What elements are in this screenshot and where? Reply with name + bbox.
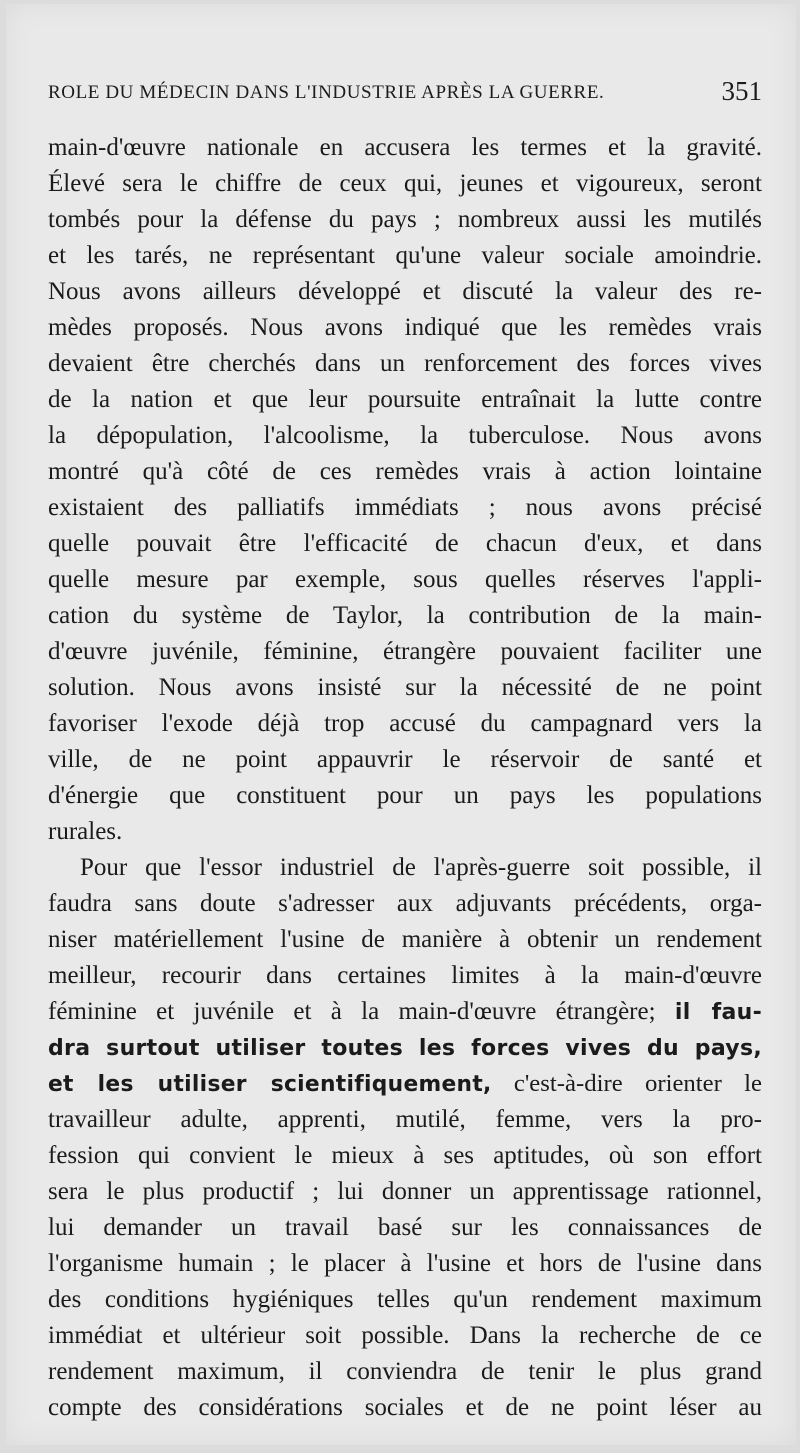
text-line: mèdes proposés. Nous avons indiqué que les remèdes vrais <box>48 314 762 341</box>
text-line: d'œuvre juvénile, féminine, étrangère pouvaient faciliter une <box>48 638 762 665</box>
text-line-paragraph-start: Pour que l'essor industriel de l'après-guerre soit possible, il <box>80 854 762 881</box>
text-line: meilleur, recourir dans certaines limites à la main-d'œuvre <box>48 962 762 989</box>
text-line: quelle pouvait être l'efficacité de chacun d'eux, et dans <box>48 530 762 557</box>
text-line: la dépopulation, l'alcoolisme, la tuberculose. Nous avons <box>48 422 762 449</box>
text-line: sera le plus productif ; lui donner un apprentissage rationnel, <box>48 1178 762 1205</box>
text-line: d'énergie que constituent pour un pays les populations <box>48 782 762 809</box>
emphasized-text: il fau- <box>674 1000 762 1025</box>
text-line: des conditions hygiéniques telles qu'un rendement maximum <box>48 1286 762 1313</box>
text-line: existaient des palliatifs immédiats ; nous avons précisé <box>48 494 762 521</box>
text-line: faudra sans doute s'adresser aux adjuvants précédents, orga- <box>48 890 762 917</box>
text-line: cation du système de Taylor, la contribution de la main- <box>48 602 762 629</box>
text-line: immédiat et ultérieur soit possible. Dans la recherche de ce <box>48 1322 762 1349</box>
emphasized-text: dra surtout utiliser toutes les forces vives du pays, <box>48 1036 762 1061</box>
text-line-paragraph-end: rurales. <box>48 818 123 845</box>
book-page <box>6 4 796 1445</box>
text-line: favoriser l'exode déjà trop accusé du campagnard vers la <box>48 710 762 737</box>
text-line: Élevé sera le chiffre de ceux qui, jeunes et vigoureux, seront <box>48 170 762 197</box>
text-line: niser matériellement l'usine de manière à obtenir un rendement <box>48 926 762 953</box>
text-line <box>48 1030 762 1066</box>
text-line: fession qui convient le mieux à ses aptitudes, où son effort <box>48 1142 762 1169</box>
text-line: ville, de ne point appauvrir le réservoir de santé et <box>48 746 762 773</box>
text-line: main-d'œuvre nationale en accusera les termes et la gravité. <box>48 134 762 161</box>
text-line: travailleur adulte, apprenti, mutilé, femme, vers la pro- <box>48 1106 762 1133</box>
text-line: lui demander un travail basé sur les connaissances de <box>48 1214 762 1241</box>
text-line: rendement maximum, il conviendra de tenir le plus grand <box>48 1358 762 1385</box>
emphasized-text: et les utiliser scientifiquement, <box>48 1072 492 1097</box>
text-line: montré qu'à côté de ces remèdes vrais à action lointaine <box>48 458 762 485</box>
running-head <box>48 76 762 110</box>
page-number: 351 <box>721 76 762 106</box>
running-title: ROLE DU MÉDECIN DANS L'INDUSTRIE APRÈS LA GUERRE. <box>48 82 605 103</box>
text-line: quelle mesure par exemple, sous quelles réserves l'appli- <box>48 566 762 593</box>
text-line: de la nation et que leur poursuite entraînait la lutte contre <box>48 386 762 413</box>
text-line: Nous avons ailleurs développé et discuté la valeur des re- <box>48 278 762 305</box>
text-line: l'organisme humain ; le placer à l'usine et hors de l'usine dans <box>48 1250 762 1277</box>
text-line <box>48 1066 762 1102</box>
text-line: et les tarés, ne représentant qu'une valeur sociale amoindrie. <box>48 242 762 269</box>
text-line: compte des considérations sociales et de ne point léser au <box>48 1394 762 1421</box>
line-regular-text: féminine et juvénile et à la main-d'œuvre étrangère; <box>48 998 675 1025</box>
text-line: tombés pour la défense du pays ; nombreux aussi les mutilés <box>48 206 762 233</box>
text-line <box>48 994 762 1030</box>
text-line: solution. Nous avons insisté sur la nécessité de ne point <box>48 674 762 701</box>
text-line: devaient être cherchés dans un renforcement des forces vives <box>48 350 762 377</box>
line-regular-text: c'est-à-dire orienter le <box>491 1070 762 1097</box>
body-text <box>48 130 762 1426</box>
